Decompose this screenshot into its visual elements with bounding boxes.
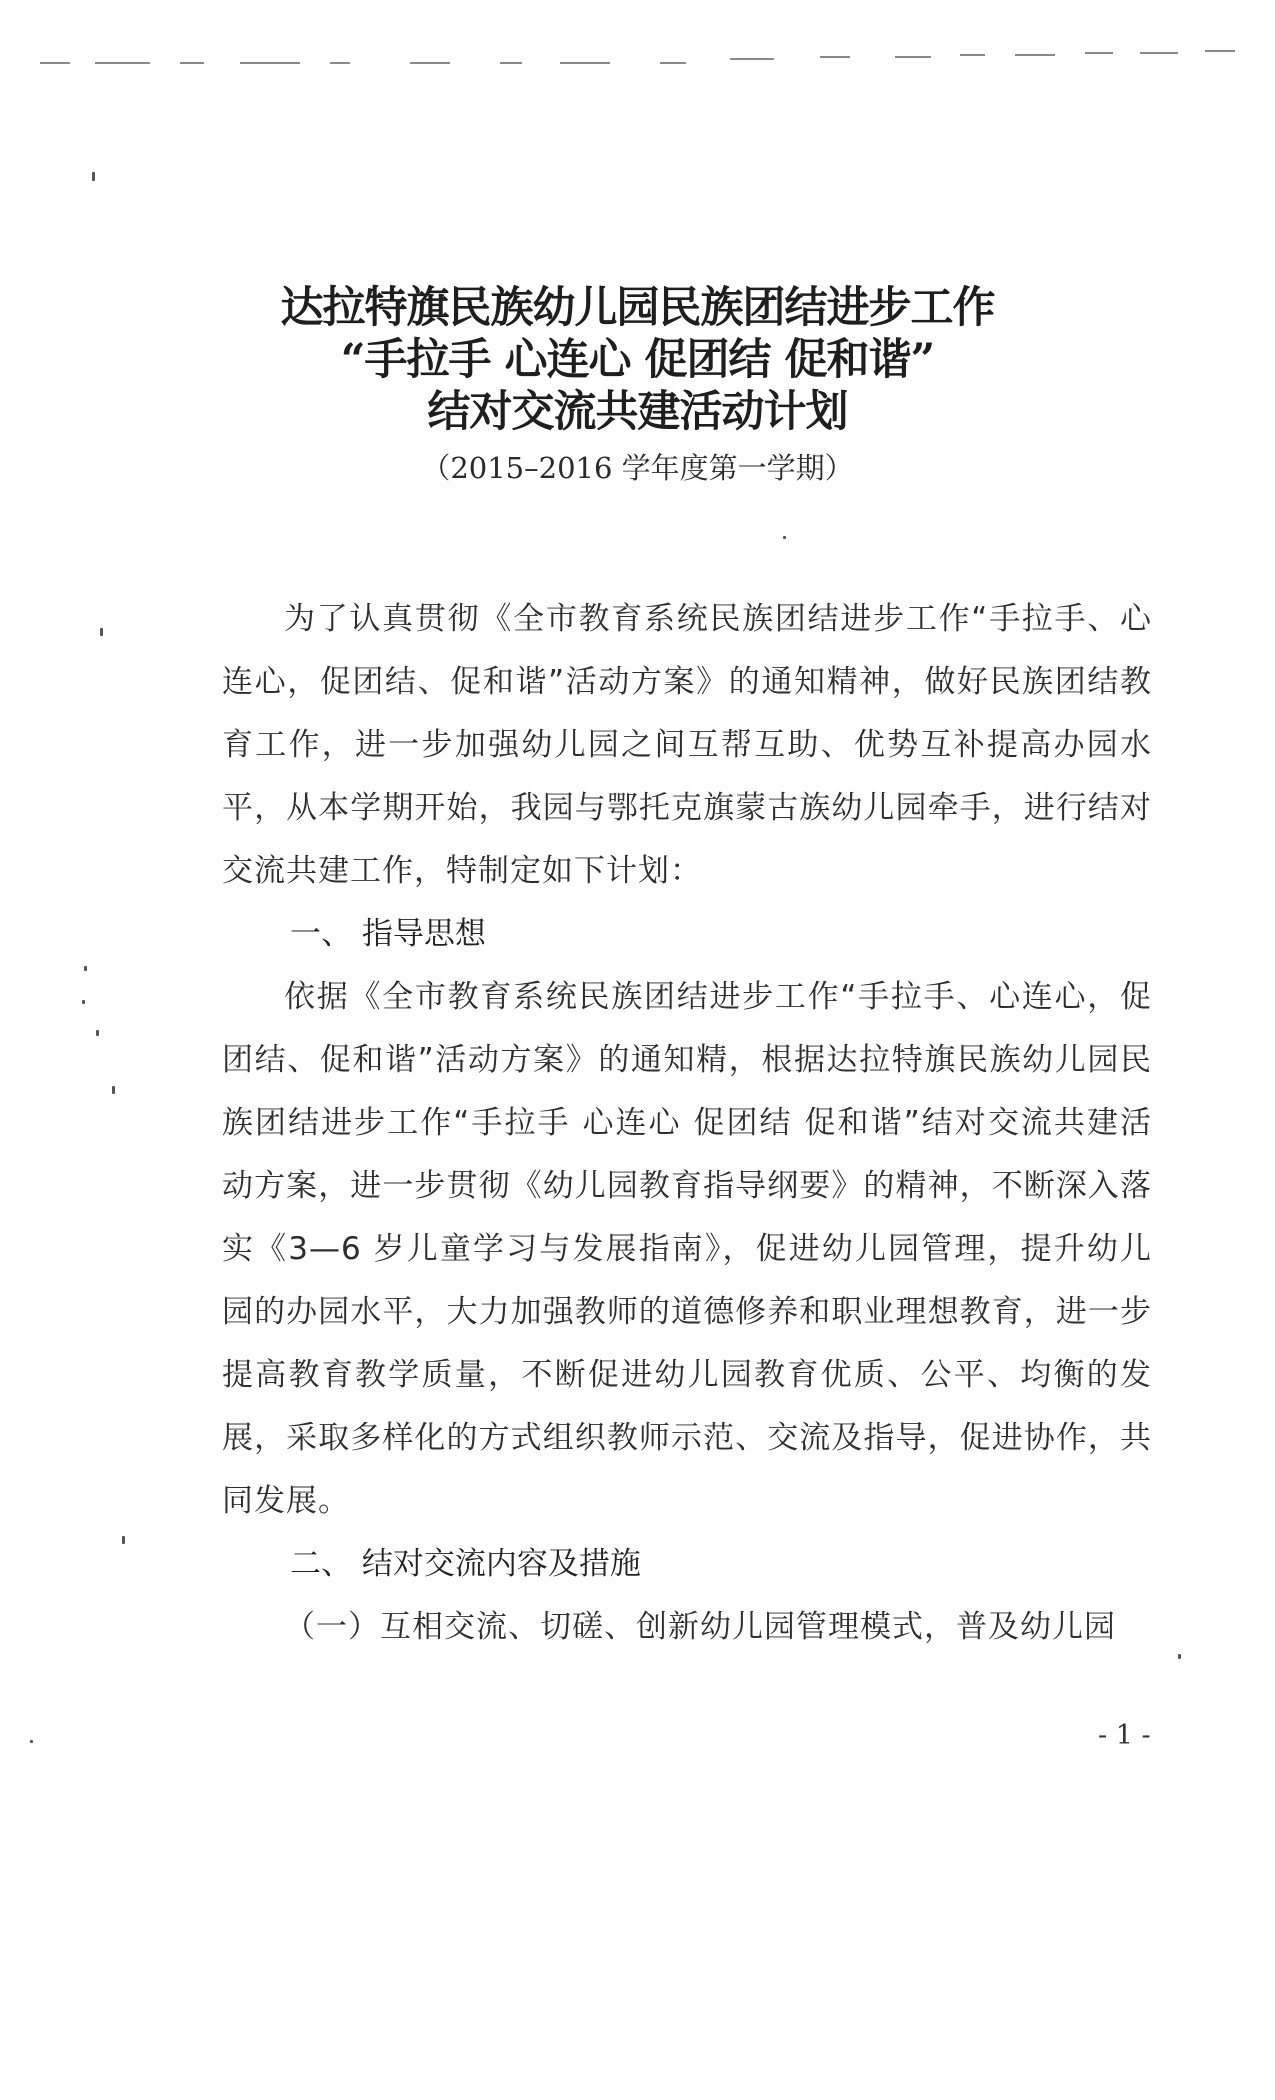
scan-mark <box>40 62 70 64</box>
section-1-heading: 一、 指导思想 <box>290 916 486 952</box>
scan-mark <box>560 62 610 64</box>
scan-speck <box>783 536 786 539</box>
scan-speck <box>100 628 103 636</box>
title-line-1: 达拉特旗民族幼儿园民族团结进步工作 <box>280 283 995 333</box>
title-line-3: 结对交流共建活动计划 <box>427 387 848 437</box>
scan-speck <box>84 966 87 971</box>
title-line-2: “手拉手 心连心 促团结 促和谐” <box>340 335 935 385</box>
scan-speck <box>82 1000 85 1004</box>
scan-mark <box>1085 52 1113 54</box>
scan-speck <box>112 1086 115 1094</box>
page-number: - 1 - <box>1098 1720 1151 1751</box>
intro-paragraph: 为了认真贯彻《全市教育系统民族团结进步工作“手拉手、心连心，促团结、促和谐”活动方案》的通知精神，做好民族团结教育工作，进一步加强幼儿园之间互帮互助、优势互补提高办园水平，从本学期开始，我园与鄂托克旗蒙古族幼儿园牵手，进行结对交流共建工作，特制定如下计划： <box>222 601 1152 889</box>
scan-mark <box>820 56 850 58</box>
scan-speck <box>30 1740 33 1743</box>
scan-mark <box>240 62 300 64</box>
scan-mark <box>730 58 774 60</box>
document-subtitle: （2015–2016 学年度第一学期） <box>421 451 854 485</box>
scan-mark <box>1140 52 1178 54</box>
section-1-paragraph: 依据《全市教育系统民族团结进步工作“手拉手、心连心，促团结、促和谐”活动方案》的通知精，根据达拉特旗民族幼儿园民族团结进步工作“手拉手 心连心 促团结 促和谐”结对交流共建活动方案，进一步贯彻《幼儿园教育指导纲要》的精神，不断深入落实《3—6 岁儿童学习与发展指南》，促进幼儿园管理，提升幼儿园的办园水平，大力加强教师的道德修养和职业理想教育，进一步提高教育教学质量，不断促进幼儿园教育优质、公平、均衡的发展，采取多样化的方式组织教师示范、交流及指导，促进协作，共同发展。 <box>222 979 1152 1519</box>
section-2-heading: 二、 结对交流内容及措施 <box>290 1546 641 1582</box>
document-title <box>0 282 1275 488</box>
scan-mark <box>960 54 985 56</box>
document-body <box>222 588 1152 1659</box>
scan-mark <box>1205 50 1235 52</box>
scan-mark <box>95 62 150 64</box>
section-2-item-1: （一）互相交流、切磋、创新幼儿园管理模式，普及幼儿园 <box>284 1609 1116 1645</box>
scan-mark <box>500 62 522 64</box>
scan-mark <box>660 62 686 64</box>
scan-mark <box>895 56 931 58</box>
scan-speck <box>1178 1654 1181 1659</box>
scan-speck <box>92 172 95 181</box>
scan-mark <box>410 62 450 64</box>
scan-mark <box>180 62 204 64</box>
scan-speck <box>96 1030 99 1036</box>
scan-speck <box>122 1536 125 1544</box>
scan-mark <box>1015 54 1055 56</box>
scan-mark <box>330 62 350 64</box>
